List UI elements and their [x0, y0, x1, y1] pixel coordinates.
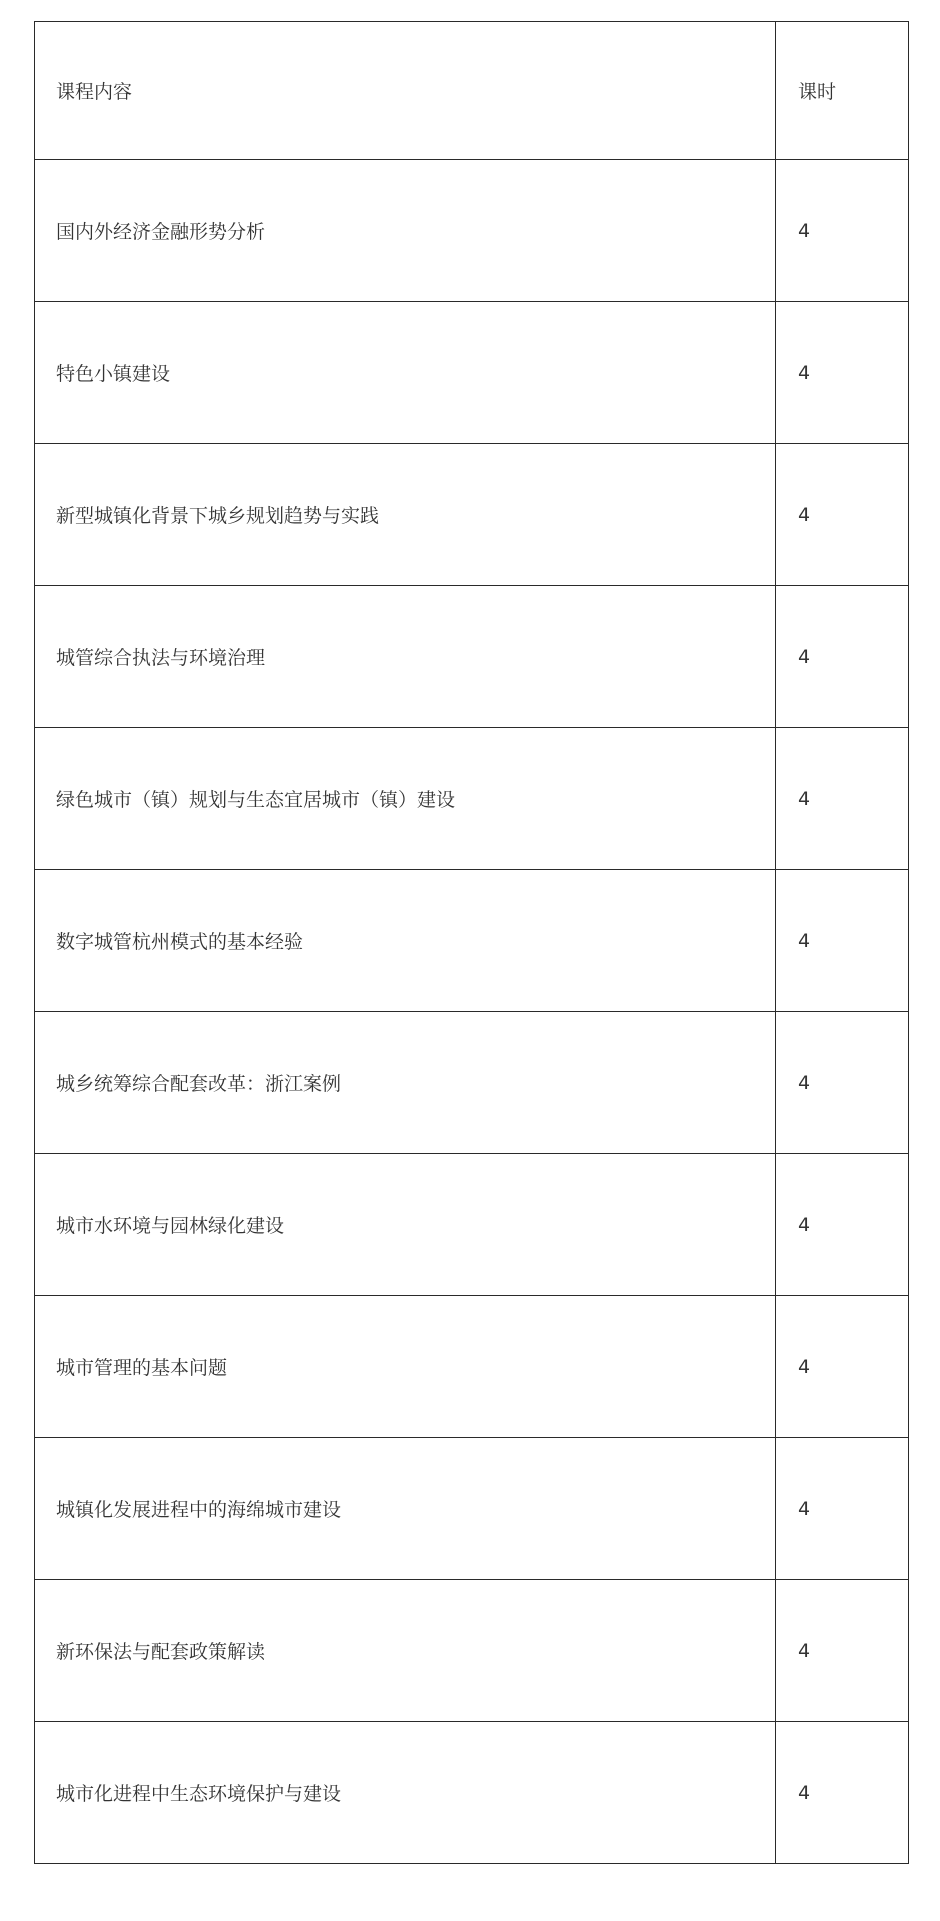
course-content-cell: 城乡统筹综合配套改革：浙江案例: [35, 1012, 776, 1154]
course-content-cell: 城市管理的基本问题: [35, 1296, 776, 1438]
course-hours-cell: 4: [776, 1580, 909, 1722]
table-row: [35, 586, 909, 728]
course-content-cell: 特色小镇建设: [35, 302, 776, 444]
course-content-cell: 数字城管杭州模式的基本经验: [35, 870, 776, 1012]
table-row: [35, 1296, 909, 1438]
table-row: [35, 444, 909, 586]
course-hours-cell: 4: [776, 1722, 909, 1864]
table-row: [35, 870, 909, 1012]
course-content-cell: 城管综合执法与环境治理: [35, 586, 776, 728]
course-hours-cell: 4: [776, 160, 909, 302]
header-hours: 课时: [776, 22, 909, 160]
course-content-cell: 城市化进程中生态环境保护与建设: [35, 1722, 776, 1864]
table-row: [35, 1722, 909, 1864]
course-hours-cell: 4: [776, 1154, 909, 1296]
course-content-cell: 国内外经济金融形势分析: [35, 160, 776, 302]
table-row: [35, 160, 909, 302]
course-table: [34, 21, 909, 1864]
course-table-container: [34, 21, 908, 1864]
table-row: [35, 1012, 909, 1154]
table-row: [35, 728, 909, 870]
table-row: [35, 1580, 909, 1722]
course-content-cell: 城镇化发展进程中的海绵城市建设: [35, 1438, 776, 1580]
course-hours-cell: 4: [776, 1296, 909, 1438]
course-hours-cell: 4: [776, 586, 909, 728]
table-row: [35, 1438, 909, 1580]
course-hours-cell: 4: [776, 1012, 909, 1154]
table-header-row: [35, 22, 909, 160]
course-content-cell: 新环保法与配套政策解读: [35, 1580, 776, 1722]
table-row: [35, 302, 909, 444]
course-content-cell: 绿色城市（镇）规划与生态宜居城市（镇）建设: [35, 728, 776, 870]
course-hours-cell: 4: [776, 1438, 909, 1580]
course-hours-cell: 4: [776, 302, 909, 444]
table-row: [35, 1154, 909, 1296]
course-hours-cell: 4: [776, 728, 909, 870]
course-hours-cell: 4: [776, 870, 909, 1012]
header-course-content: 课程内容: [35, 22, 776, 160]
course-content-cell: 城市水环境与园林绿化建设: [35, 1154, 776, 1296]
course-content-cell: 新型城镇化背景下城乡规划趋势与实践: [35, 444, 776, 586]
course-hours-cell: 4: [776, 444, 909, 586]
